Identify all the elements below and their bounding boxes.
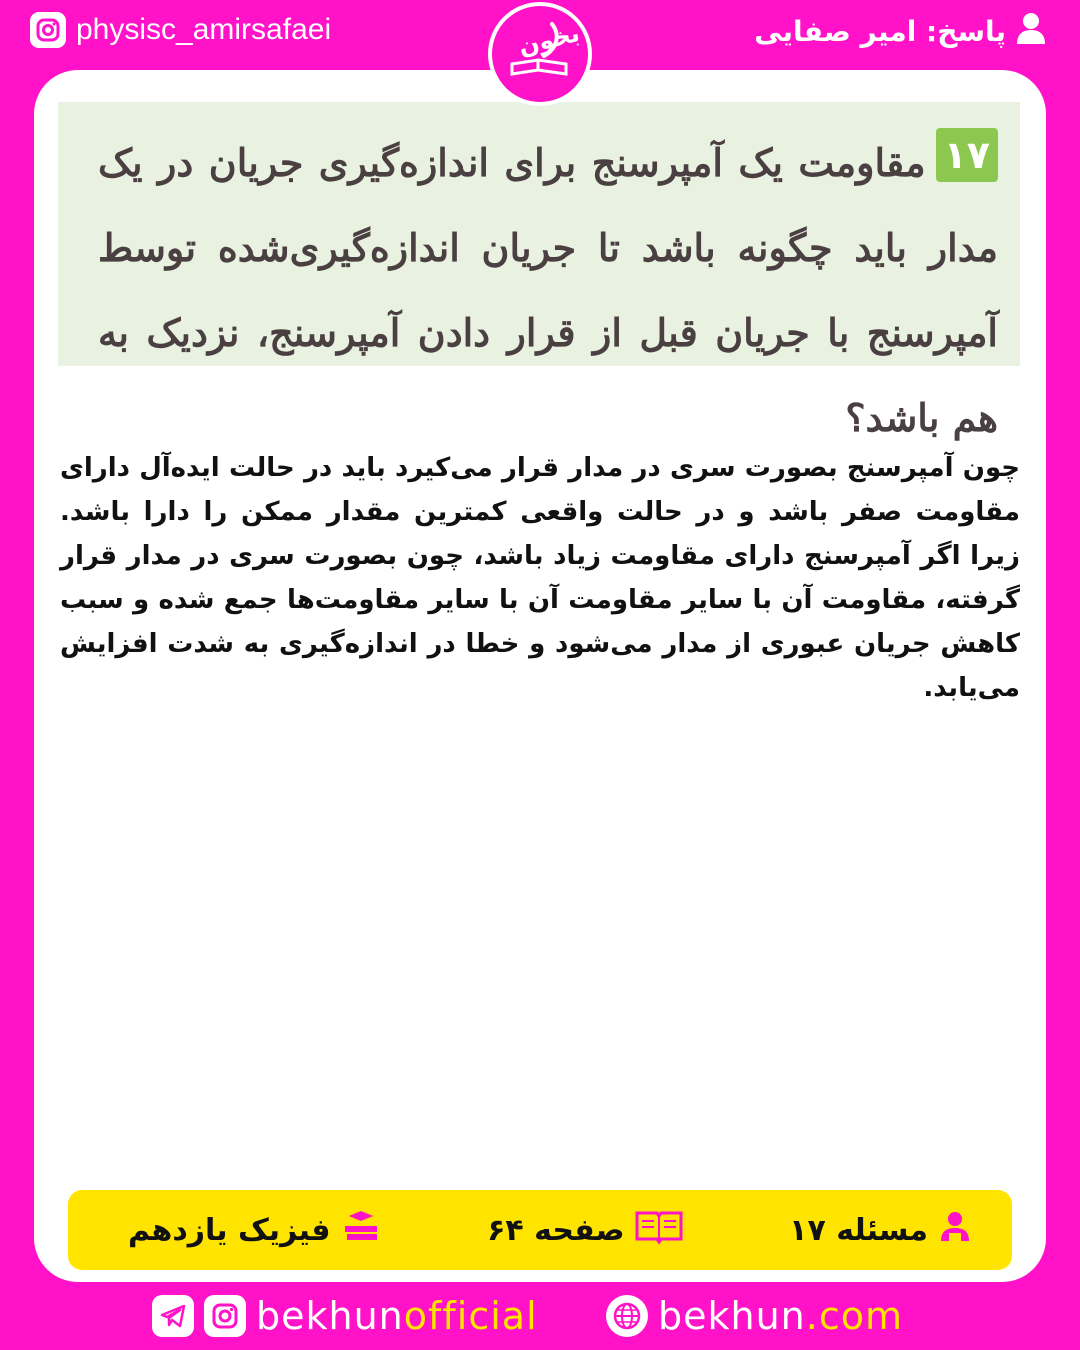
page-number-text: صفحه ۶۴	[487, 1212, 625, 1248]
info-bar	[68, 1190, 1012, 1270]
question-number: ۱۷	[936, 128, 998, 182]
user-icon	[1016, 12, 1046, 51]
footer	[0, 1290, 1080, 1344]
answer-by-text: پاسخ: امیر صفایی	[754, 15, 1006, 48]
question-text: مقاومت یک آمپرسنج برای اندازه‌گیری جریان در یک مدار باید چگونه باشد تا جریان اندازه‌گیری‌شده توسط آمپرسنج با جریان قبل از قرار دادن آمپرسنج، نزدیک به هم باشد؟	[98, 140, 998, 440]
social-handle[interactable]: bekhunofficial	[256, 1294, 538, 1338]
instagram-handle-text: physisc_amirsafaei	[76, 13, 332, 46]
open-book-icon	[635, 1209, 683, 1251]
book-title-text: فیزیک یازدهم	[128, 1212, 331, 1248]
page-number	[487, 1209, 682, 1251]
instagram-handle[interactable]	[30, 12, 331, 48]
problem-number-text: مسئله ۱۷	[789, 1212, 928, 1248]
instagram-icon	[30, 12, 66, 48]
website-url: bekhun.com	[658, 1294, 904, 1338]
answer-by	[754, 12, 1046, 51]
logo-text: بخون	[515, 18, 583, 62]
globe-icon	[606, 1295, 648, 1337]
website-link[interactable]	[606, 1294, 903, 1338]
problem-number	[789, 1209, 972, 1251]
book-title	[128, 1208, 381, 1252]
social-links	[152, 1294, 538, 1338]
question-box	[58, 102, 1020, 440]
instagram-icon[interactable]	[204, 1295, 246, 1337]
bekhun-logo	[488, 2, 592, 106]
answer-text: چون آمپرسنج بصورت سری در مدار قرار می‌کیرد باید در حالت ایده‌آل دارای مقاومت صفر باشد و در حالت واقعی کمترین مقدار ممکن را دارا باشد. زیرا اگر آمپرسنج دارای مقاومت زیاد باشد، چون بصورت سری در مدار قرار گرفته، مقاومت آن با سایر مقاومت آن با سایر مقاومت‌ها جمع شده و سبب کاهش جریان عبوری از مدار می‌شود و خطا در اندازه‌گیری به شدت افزایش می‌یابد.	[60, 453, 1020, 703]
telegram-icon[interactable]	[152, 1295, 194, 1337]
graduation-books-icon	[341, 1208, 381, 1252]
teacher-icon	[938, 1209, 972, 1251]
